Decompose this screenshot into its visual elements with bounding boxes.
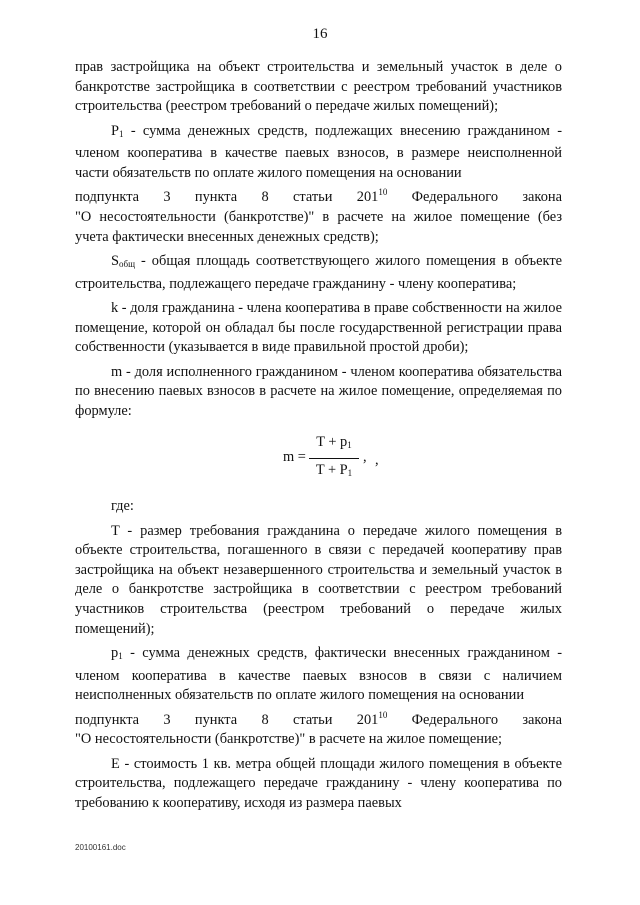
page-number: 16 [312,26,328,42]
paragraph-p1-continuation: "О несостоятельности (банкротстве)" в расчете на жилое помещение (без учета фактически внесенных денежных средств); [75,208,562,245]
paragraph-m-definition: m - доля исполненного гражданином - членом кооператива обязательства по внесению паевых взносов в расчете на жилое помещение, определяемая по формуле: [75,363,562,419]
paragraph-k-definition: k - доля гражданина - члена кооператива в праве собственности на жилое помещение, которой он обладал бы после государственной регистрации права собственности (указывается в виде правильной простой дроби); [75,299,562,356]
symbol-s-total: $S_{общ}$ [111,252,136,269]
paragraph-e-definition: E - стоимость 1 кв. метра общей площади жилого помещения в объекте строительства, подлежащего передаче гражданину - члену кооператива по требованию к кооперативу, исходя из размера паевых [75,755,562,811]
paragraph-continuation: прав застройщика на объект строительства и земельный участок в деле о банкротстве застройщика в соответствии с реестром требований участников строительства (реестром требований о передаче жилых помещений); [75,59,562,115]
paragraph-p1-reference: подпункта 3 пункта 8 статьи $201^{10}$ Федерального закона [75,187,562,206]
symbol-p1: $P_1$ [111,122,124,139]
formula-m [75,427,562,487]
symbol-p1-lower: $p_1$ [111,645,123,662]
formula-mark: , [375,452,379,469]
footer-filename: 20100161.doc [75,843,126,852]
formula-numerator: $T + p_1$ [309,433,359,459]
paragraph-t-definition: T - размер требования гражданина о передаче жилого помещения в объекте строительства, погашенного в связи с передачей кооперативу прав застройщика на объект незавершенного строительства и земельный участок в деле о банкротстве застройщика в соответствии с реестром требований участников строительства (реестром требований о передаче жилых помещений); [75,522,562,637]
formula-denominator: $T + P_1$ [315,461,353,478]
paragraph-p1-definition: $P_1$ - сумма денежных средств, подлежащих внесению гражданином - членом кооператива в качестве паевых взносов, в размере неисполненной части обязательств по оплате жилого помещения на основании [75,122,562,181]
paragraph-p1-paid-definition: $p_1$ - сумма денежных средств, фактически внесенных гражданином - членом кооператива в качестве паевых взносов в связи с наличием неисполненных обязательств по оплате жилого помещения на основании [75,645,562,704]
formula-comma: , [363,449,367,466]
paragraph-s-definition: $S_{общ}$ - общая площадь соответствующего жилого помещения в объекте строительства, подлежащего передаче гражданину - члену кооператива; [75,252,562,292]
paragraph-where: где: [111,498,134,515]
paragraph-p1-paid-continuation: "О несостоятельности (банкротстве)" в расчете на жилое помещение; [75,731,503,748]
formula-lhs: m = [283,449,306,466]
paragraph-p1-paid-reference: подпункта 3 пункта 8 статьи $201^{10}$ Федерального закона [75,709,562,728]
formula-fraction [309,433,359,483]
document-body [75,58,562,818]
